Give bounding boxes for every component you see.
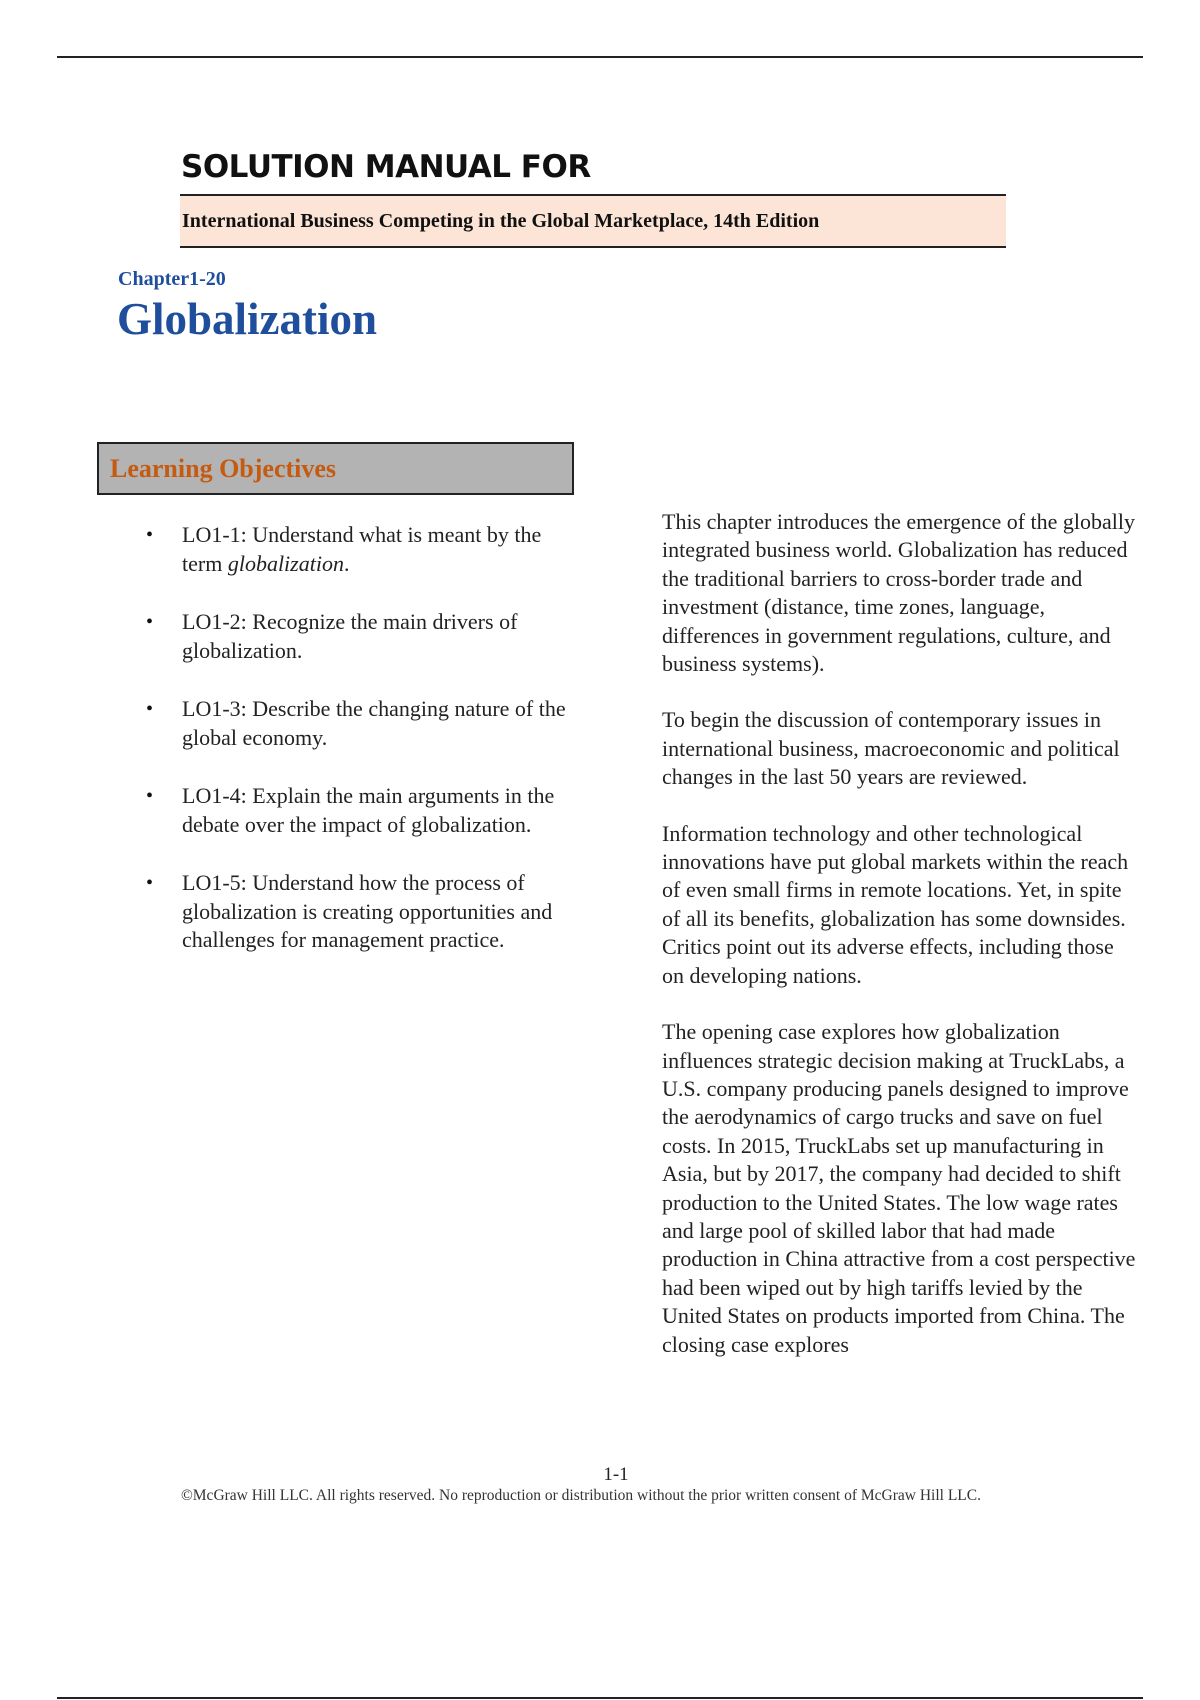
page-number: 1-1	[603, 1464, 629, 1485]
learning-objective-item	[140, 695, 580, 752]
manual-title: SOLUTION MANUAL FOR	[181, 149, 591, 185]
learning-objective-text: LO1-2: Recognize the main drivers of globalization.	[182, 609, 518, 663]
top-rule	[57, 56, 1143, 58]
summary-paragraph: To begin the discussion of contemporary issues in international business, macroeconomic and political changes in the last 50 years are reviewed.	[662, 707, 1120, 790]
learning-objective-text: LO1-5: Understand how the process of globalization is creating opportunities and challenges for management practice.	[182, 870, 553, 952]
learning-objectives-heading: Learning Objectives	[110, 453, 337, 483]
bullet-icon: •	[146, 524, 154, 546]
bullet-icon: •	[146, 872, 154, 894]
summary-paragraph: This chapter introduces the emergence of the globally integrated business world. Globalization has reduced the traditional barriers to cross-border trade and investment (distance, time zones, language, differences in government regulations, culture, and business systems).	[662, 509, 1136, 677]
copyright-notice: ©McGraw Hill LLC. All rights reserved. No reproduction or distribution without the prior written consent of McGraw Hill LLC.	[181, 1487, 981, 1504]
learning-objective-item	[140, 608, 580, 665]
book-title: International Business Competing in the Global Marketplace, 14th Edition	[182, 209, 820, 232]
summary-paragraph: The opening case explores how globalization influences strategic decision making at TruckLabs, a U.S. company producing panels designed to improve the aerodynamics of cargo trucks and save on fuel costs. In 2015, TruckLabs set up manufacturing in Asia, but by 2017, the company had decided to shift production to the United States. The low wage rates and large pool of skilled labor that had made production in China attractive from a cost perspective had been wiped out by high tariffs levied by the United States on products imported from China. The closing case explores	[662, 1019, 1136, 1357]
learning-objectives-list	[140, 521, 580, 985]
learning-objective-text: LO1-3: Describe the changing nature of the global economy.	[182, 696, 566, 750]
learning-objective-text: LO1-4: Explain the main arguments in the debate over the impact of globalization.	[182, 783, 555, 837]
bullet-icon: •	[146, 611, 154, 633]
bottom-rule	[57, 1697, 1143, 1699]
book-title-banner	[180, 194, 1006, 248]
bullet-icon: •	[146, 785, 154, 807]
chapter-title: Globalization	[117, 294, 378, 344]
learning-objective-item	[140, 521, 580, 578]
learning-objective-text: LO1-1: Understand what is meant by the term	[182, 522, 542, 576]
learning-objective-suffix: .	[343, 550, 350, 576]
learning-objectives-header	[97, 442, 574, 495]
bullet-icon: •	[146, 698, 154, 720]
learning-objective-item	[140, 782, 580, 839]
learning-objective-item	[140, 869, 580, 955]
chapter-summary	[662, 508, 1140, 1387]
summary-paragraph: Information technology and other technological innovations have put global markets within the reach of even small firms in remote locations. Yet, in spite of all its benefits, globalization has some downsides. Critics point out its adverse effects, including those on developing nations.	[662, 820, 1129, 988]
chapter-label: Chapter1-20	[118, 268, 226, 290]
learning-objective-term: globalization	[227, 550, 344, 576]
